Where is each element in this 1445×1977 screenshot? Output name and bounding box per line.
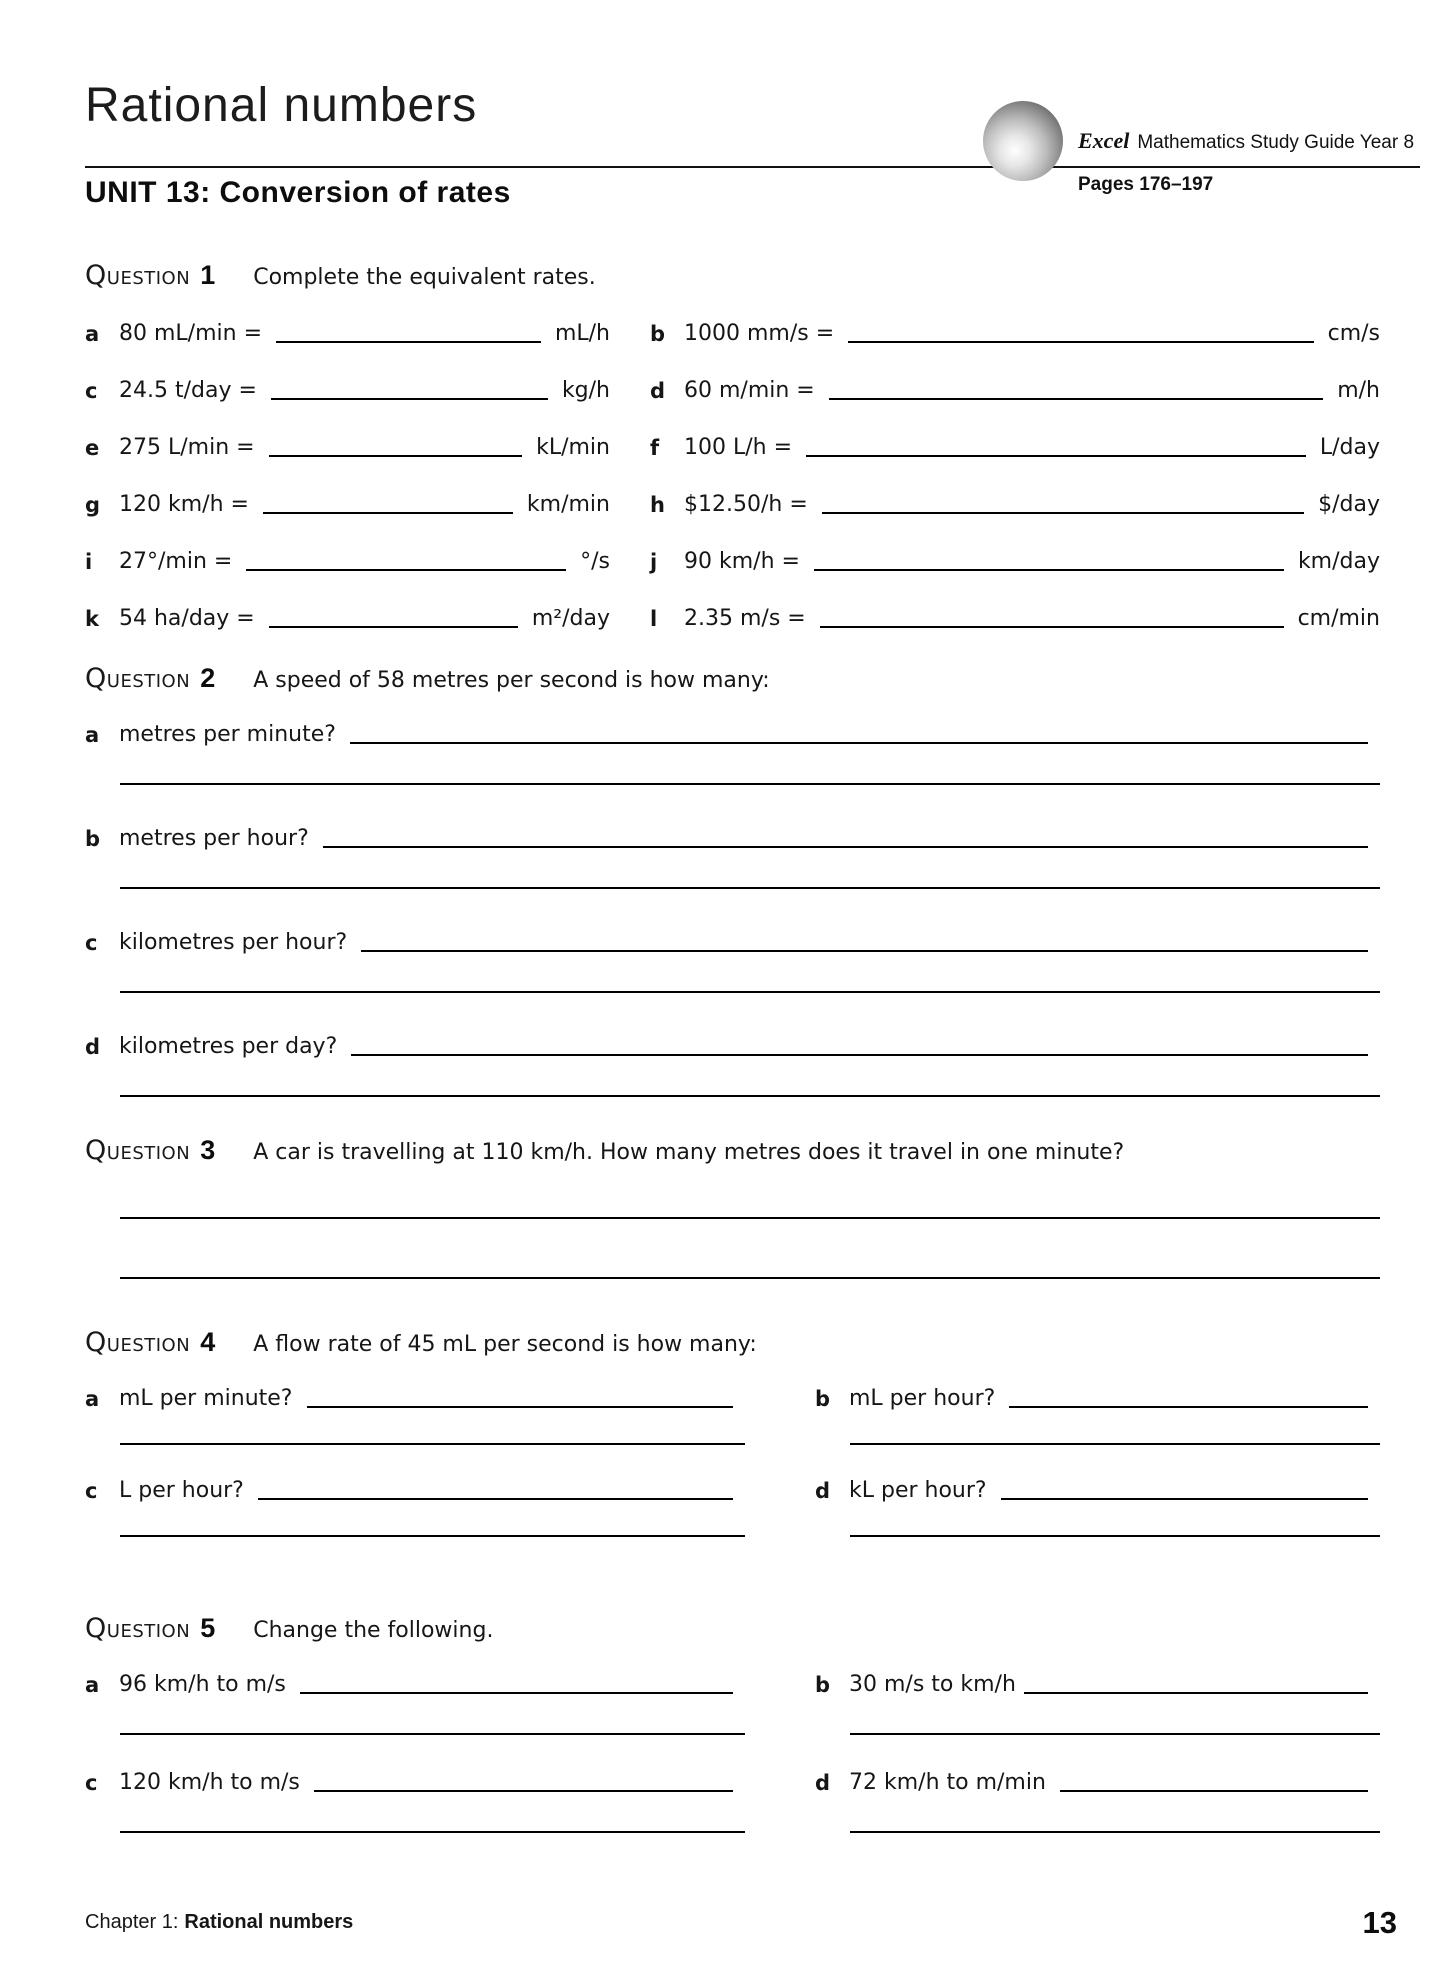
question-2-heading [85,663,1380,695]
q4-item-c [85,1475,745,1567]
question-2-section [85,663,1380,1097]
item-text: $12.50/h = [684,492,808,517]
item-text: 30 m/s to km/h [849,1672,1016,1697]
chapter-reference [85,1905,353,1934]
q4-item-b-row [815,1383,1380,1411]
answer-blank[interactable] [820,626,1284,628]
item-letter: k [85,607,99,631]
item-unit: m/h [1337,378,1380,403]
q5-item-c [85,1767,745,1865]
answer-blank[interactable] [822,512,1304,514]
question-label: QUESTION [85,1327,191,1358]
answer-blank[interactable] [351,1054,1368,1056]
answer-line[interactable] [850,1733,1380,1735]
answer-blank[interactable] [848,341,1313,343]
q4-item-d [815,1475,1380,1567]
question-prompt: A flow rate of 45 mL per second is how many: [253,1332,757,1357]
q5-items-grid [85,1669,1380,1865]
question-prompt: Complete the equivalent rates. [253,265,596,290]
item-text: 100 L/h = [684,435,793,460]
answer-blank[interactable] [300,1692,733,1694]
answer-blank[interactable] [829,398,1323,400]
item-letter: h [650,493,665,517]
question-number: 4 [200,1327,216,1357]
item-text: kilometres per day? [119,1034,338,1059]
item-letter: d [815,1771,831,1795]
item-letter: c [85,1479,98,1503]
item-text: 275 L/min = [119,435,255,460]
item-text: 96 km/h to m/s [119,1672,286,1697]
item-letter: c [85,379,98,403]
answer-blank[interactable] [271,398,548,400]
item-letter: b [650,322,666,346]
item-text: 120 km/h to m/s [119,1770,300,1795]
item-text: kilometres per hour? [119,930,348,955]
item-unit: L/day [1319,435,1380,460]
question-label: QUESTION [85,260,191,291]
q1-item-l [650,603,1380,631]
item-letter: d [85,1035,101,1059]
item-text: 80 mL/min = [119,321,262,346]
item-letter: d [815,1479,831,1503]
answer-line[interactable] [120,1277,1380,1279]
question-number: 5 [200,1613,216,1643]
item-letter: b [85,827,101,851]
question-1-section [85,260,1380,631]
item-letter: l [650,607,658,631]
answer-blank[interactable] [1060,1790,1368,1792]
item-letter: e [85,436,100,460]
q4-item-c-row [85,1475,745,1503]
q5-item-b [815,1669,1380,1767]
q1-item-g [85,489,610,517]
item-letter: a [85,723,100,747]
answer-blank[interactable] [1009,1406,1368,1408]
item-letter: a [85,322,100,346]
q1-item-b [650,318,1380,346]
question-3-heading [85,1135,1380,1167]
answer-blank[interactable] [307,1406,734,1408]
q1-item-h [650,489,1380,517]
q2-item-a-row [85,719,1380,747]
item-letter: a [85,1387,100,1411]
q4-items-grid [85,1383,1380,1567]
page-number: 13 [1362,1905,1397,1940]
q1-item-k [85,603,610,631]
q5-item-b-row [815,1669,1380,1697]
question-number: 1 [200,260,216,290]
answer-line[interactable] [850,1443,1380,1445]
chapter-prefix: Chapter 1: [85,1911,179,1933]
answer-blank[interactable] [269,626,518,628]
item-text: metres per minute? [119,722,336,747]
chapter-name: Rational numbers [184,1911,354,1933]
q5-item-a [85,1669,745,1767]
q1-item-j [650,546,1380,574]
item-letter: a [85,1673,100,1697]
item-unit: °/s [580,549,610,574]
item-letter: i [85,550,93,574]
item-letter: g [85,493,101,517]
question-4-section [85,1327,1380,1567]
item-unit: km/min [526,492,610,517]
page-footer [85,1905,1397,1941]
q1-item-d [650,375,1380,403]
q4-item-a-row [85,1383,745,1411]
answer-blank[interactable] [276,341,541,343]
question-number: 2 [200,663,216,693]
item-unit: $/day [1318,492,1380,517]
unit-heading: UNIT 13: Conversion of rates [85,176,511,209]
item-text: 1000 mm/s = [684,321,835,346]
question-label: QUESTION [85,1613,191,1644]
answer-blank[interactable] [350,742,1368,744]
answer-blank[interactable] [314,1790,733,1792]
answer-blank[interactable] [323,846,1368,848]
q1-item-a [85,318,610,346]
q4-item-d-row [815,1475,1380,1503]
answer-blank[interactable] [1001,1498,1368,1500]
answer-blank[interactable] [806,455,1306,457]
q5-item-d [815,1767,1380,1865]
item-text: kL per hour? [849,1478,987,1503]
q2-item-d-row [85,1031,1380,1059]
q2-item-b [85,823,1380,889]
question-5-heading [85,1613,1380,1645]
answer-blank[interactable] [361,950,1368,952]
item-unit: m²/day [531,606,610,631]
q2-item-b-row [85,823,1380,851]
q2-item-a [85,719,1380,785]
question-label: QUESTION [85,663,191,694]
item-letter: c [85,1771,98,1795]
brand-pages: Pages 176–197 [1078,174,1214,195]
q5-item-c-row [85,1767,745,1795]
item-unit: kL/min [536,435,610,460]
q1-item-f [650,432,1380,460]
answer-line[interactable] [120,991,1380,993]
q4-item-b [815,1383,1380,1475]
worksheet-body [85,260,1380,1865]
answer-line[interactable] [120,1217,1380,1219]
answer-blank[interactable] [246,569,566,571]
q1-item-i [85,546,610,574]
answer-line[interactable] [120,1831,745,1833]
header-divider [85,166,1420,168]
item-unit: cm/min [1297,606,1380,631]
page-title: Rational numbers [85,79,478,132]
item-unit: mL/h [554,321,610,346]
item-text: 120 km/h = [119,492,249,517]
answer-line[interactable] [850,1535,1380,1537]
item-unit: km/day [1297,549,1380,574]
question-label: QUESTION [85,1135,191,1166]
question-3-section [85,1135,1380,1279]
item-unit: cm/s [1327,321,1380,346]
q1-items-grid [85,318,1380,631]
answer-line[interactable] [120,1733,745,1735]
question-1-heading [85,260,1380,292]
q1-item-e [85,432,610,460]
brand-series: Mathematics Study Guide Year 8 [1137,132,1415,153]
q4-item-a [85,1383,745,1475]
question-4-heading [85,1327,1380,1359]
answer-blank[interactable] [1024,1692,1368,1694]
item-letter: j [650,550,658,574]
item-text: 27°/min = [119,549,233,574]
question-prompt: A speed of 58 metres per second is how many: [253,668,770,693]
item-text: 72 km/h to m/min [849,1770,1046,1795]
item-text: 90 km/h = [684,549,800,574]
item-text: 2.35 m/s = [684,606,806,631]
question-5-section [85,1613,1380,1865]
excel-logo-sphere-icon [983,101,1063,181]
answer-line[interactable] [120,1095,1380,1097]
answer-blank[interactable] [263,512,513,514]
q2-item-d [85,1031,1380,1097]
item-letter: d [650,379,666,403]
answer-line[interactable] [850,1831,1380,1833]
item-letter: b [815,1387,831,1411]
item-text: 54 ha/day = [119,606,255,631]
item-text: L per hour? [119,1478,244,1503]
q1-item-c [85,375,610,403]
item-text: 24.5 t/day = [119,378,257,403]
answer-line[interactable] [120,887,1380,889]
question-number: 3 [200,1135,216,1165]
answer-line[interactable] [120,1443,745,1445]
answer-blank[interactable] [258,1498,733,1500]
item-unit: kg/h [561,378,610,403]
question-prompt: A car is travelling at 110 km/h. How many metres does it travel in one minute? [253,1140,1125,1165]
question-prompt: Change the following. [253,1618,494,1643]
answer-blank[interactable] [269,455,523,457]
item-text: mL per minute? [119,1386,293,1411]
answer-line[interactable] [120,1535,745,1537]
item-text: mL per hour? [849,1386,996,1411]
brand-line [1078,128,1438,154]
q5-item-a-row [85,1669,745,1697]
item-letter: b [815,1673,831,1697]
answer-line[interactable] [120,783,1380,785]
q5-item-d-row [815,1767,1380,1795]
q2-item-c [85,927,1380,993]
brand-name: Excel [1078,128,1130,153]
item-text: 60 m/min = [684,378,815,403]
item-text: metres per hour? [119,826,309,851]
item-letter: f [650,436,660,460]
answer-blank[interactable] [814,569,1284,571]
q2-item-c-row [85,927,1380,955]
item-letter: c [85,931,98,955]
